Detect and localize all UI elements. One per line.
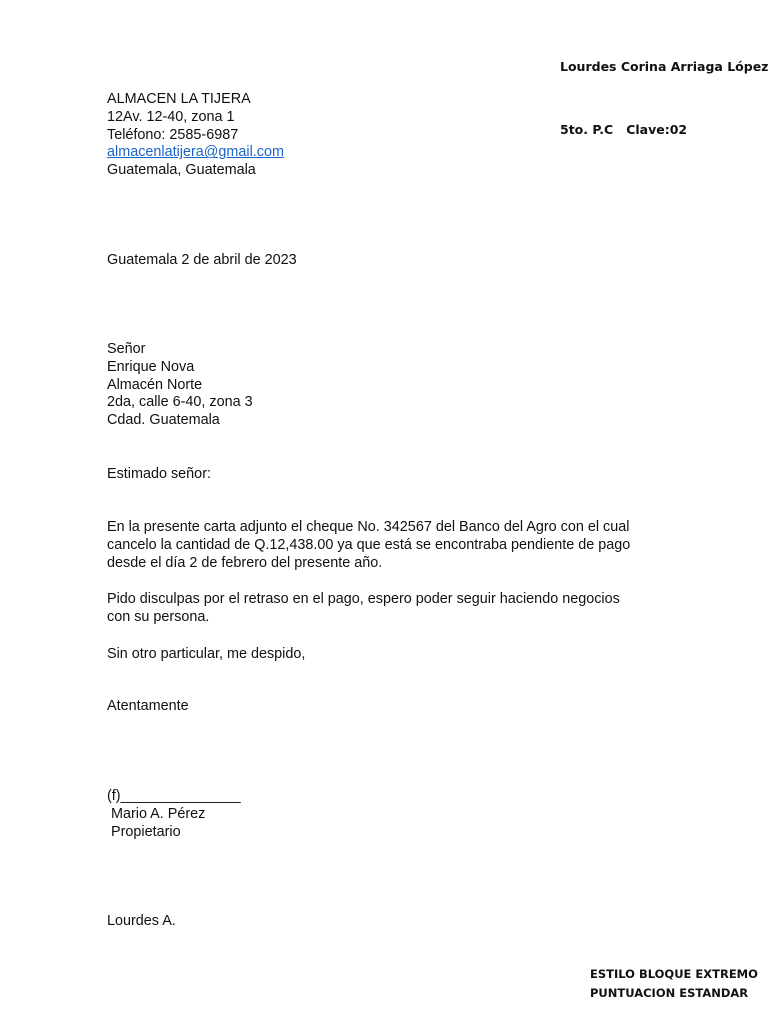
body-paragraph-2 (107, 591, 620, 627)
salutation (107, 466, 211, 484)
regards-text: Atentamente (107, 698, 189, 714)
footer-punctuation: PUNTUACION ESTANDAR (590, 986, 749, 1000)
paragraph-line: Pido disculpas por el retraso en el pago, espero poder seguir haciendo negocios (107, 591, 620, 607)
date-text: Guatemala 2 de abril de 2023 (107, 252, 297, 268)
closing-text: Sin otro particular, me despido, (107, 646, 306, 662)
sender-city: Guatemala, Guatemala (107, 162, 256, 179)
footer-style: ESTILO BLOQUE EXTREMO (590, 967, 758, 981)
class-code: 5to. P.C Clave:02 (560, 122, 688, 137)
paragraph-line: con su persona. (107, 608, 210, 625)
sender-address: 12Av. 12-40, zona 1 (107, 108, 235, 125)
signer-role: Propietario (107, 823, 181, 840)
student-name: Lourdes Corina Arriaga López (560, 59, 768, 74)
paragraph-line: cancelo la cantidad de Q.12,438.00 ya que está se encontraba pendiente de pago (107, 536, 631, 553)
signature-block (107, 788, 241, 841)
recipient-name: Enrique Nova (107, 358, 195, 375)
recipient-block (107, 341, 253, 430)
recipient-address: 2da, calle 6-40, zona 3 (107, 394, 253, 411)
student-header (560, 14, 768, 161)
regards (107, 698, 189, 716)
sender-block (107, 91, 284, 180)
style-footer (590, 965, 758, 1003)
paragraph-line: En la presente carta adjunto el cheque No. 342567 del Banco del Agro con el cual (107, 519, 630, 535)
salutation-text: Estimado señor: (107, 466, 211, 482)
recipient-title: Señor (107, 341, 146, 357)
recipient-city: Cdad. Guatemala (107, 412, 220, 429)
body-paragraph-1 (107, 519, 630, 572)
typist-initials (107, 913, 176, 931)
signature-line: (f)_______________ (107, 788, 241, 804)
sender-phone: Teléfono: 2585-6987 (107, 126, 239, 143)
signer-name: Mario A. Pérez (107, 805, 206, 822)
sender-email-link[interactable]: almacenlatijera@gmail.com (107, 144, 284, 161)
closing-line (107, 646, 305, 664)
sender-company: ALMACEN LA TIJERA (107, 91, 251, 107)
paragraph-line: desde el día 2 de febrero del presente año. (107, 554, 383, 571)
letter-date (107, 252, 297, 270)
initials-text: Lourdes A. (107, 913, 176, 929)
recipient-company: Almacén Norte (107, 376, 203, 393)
